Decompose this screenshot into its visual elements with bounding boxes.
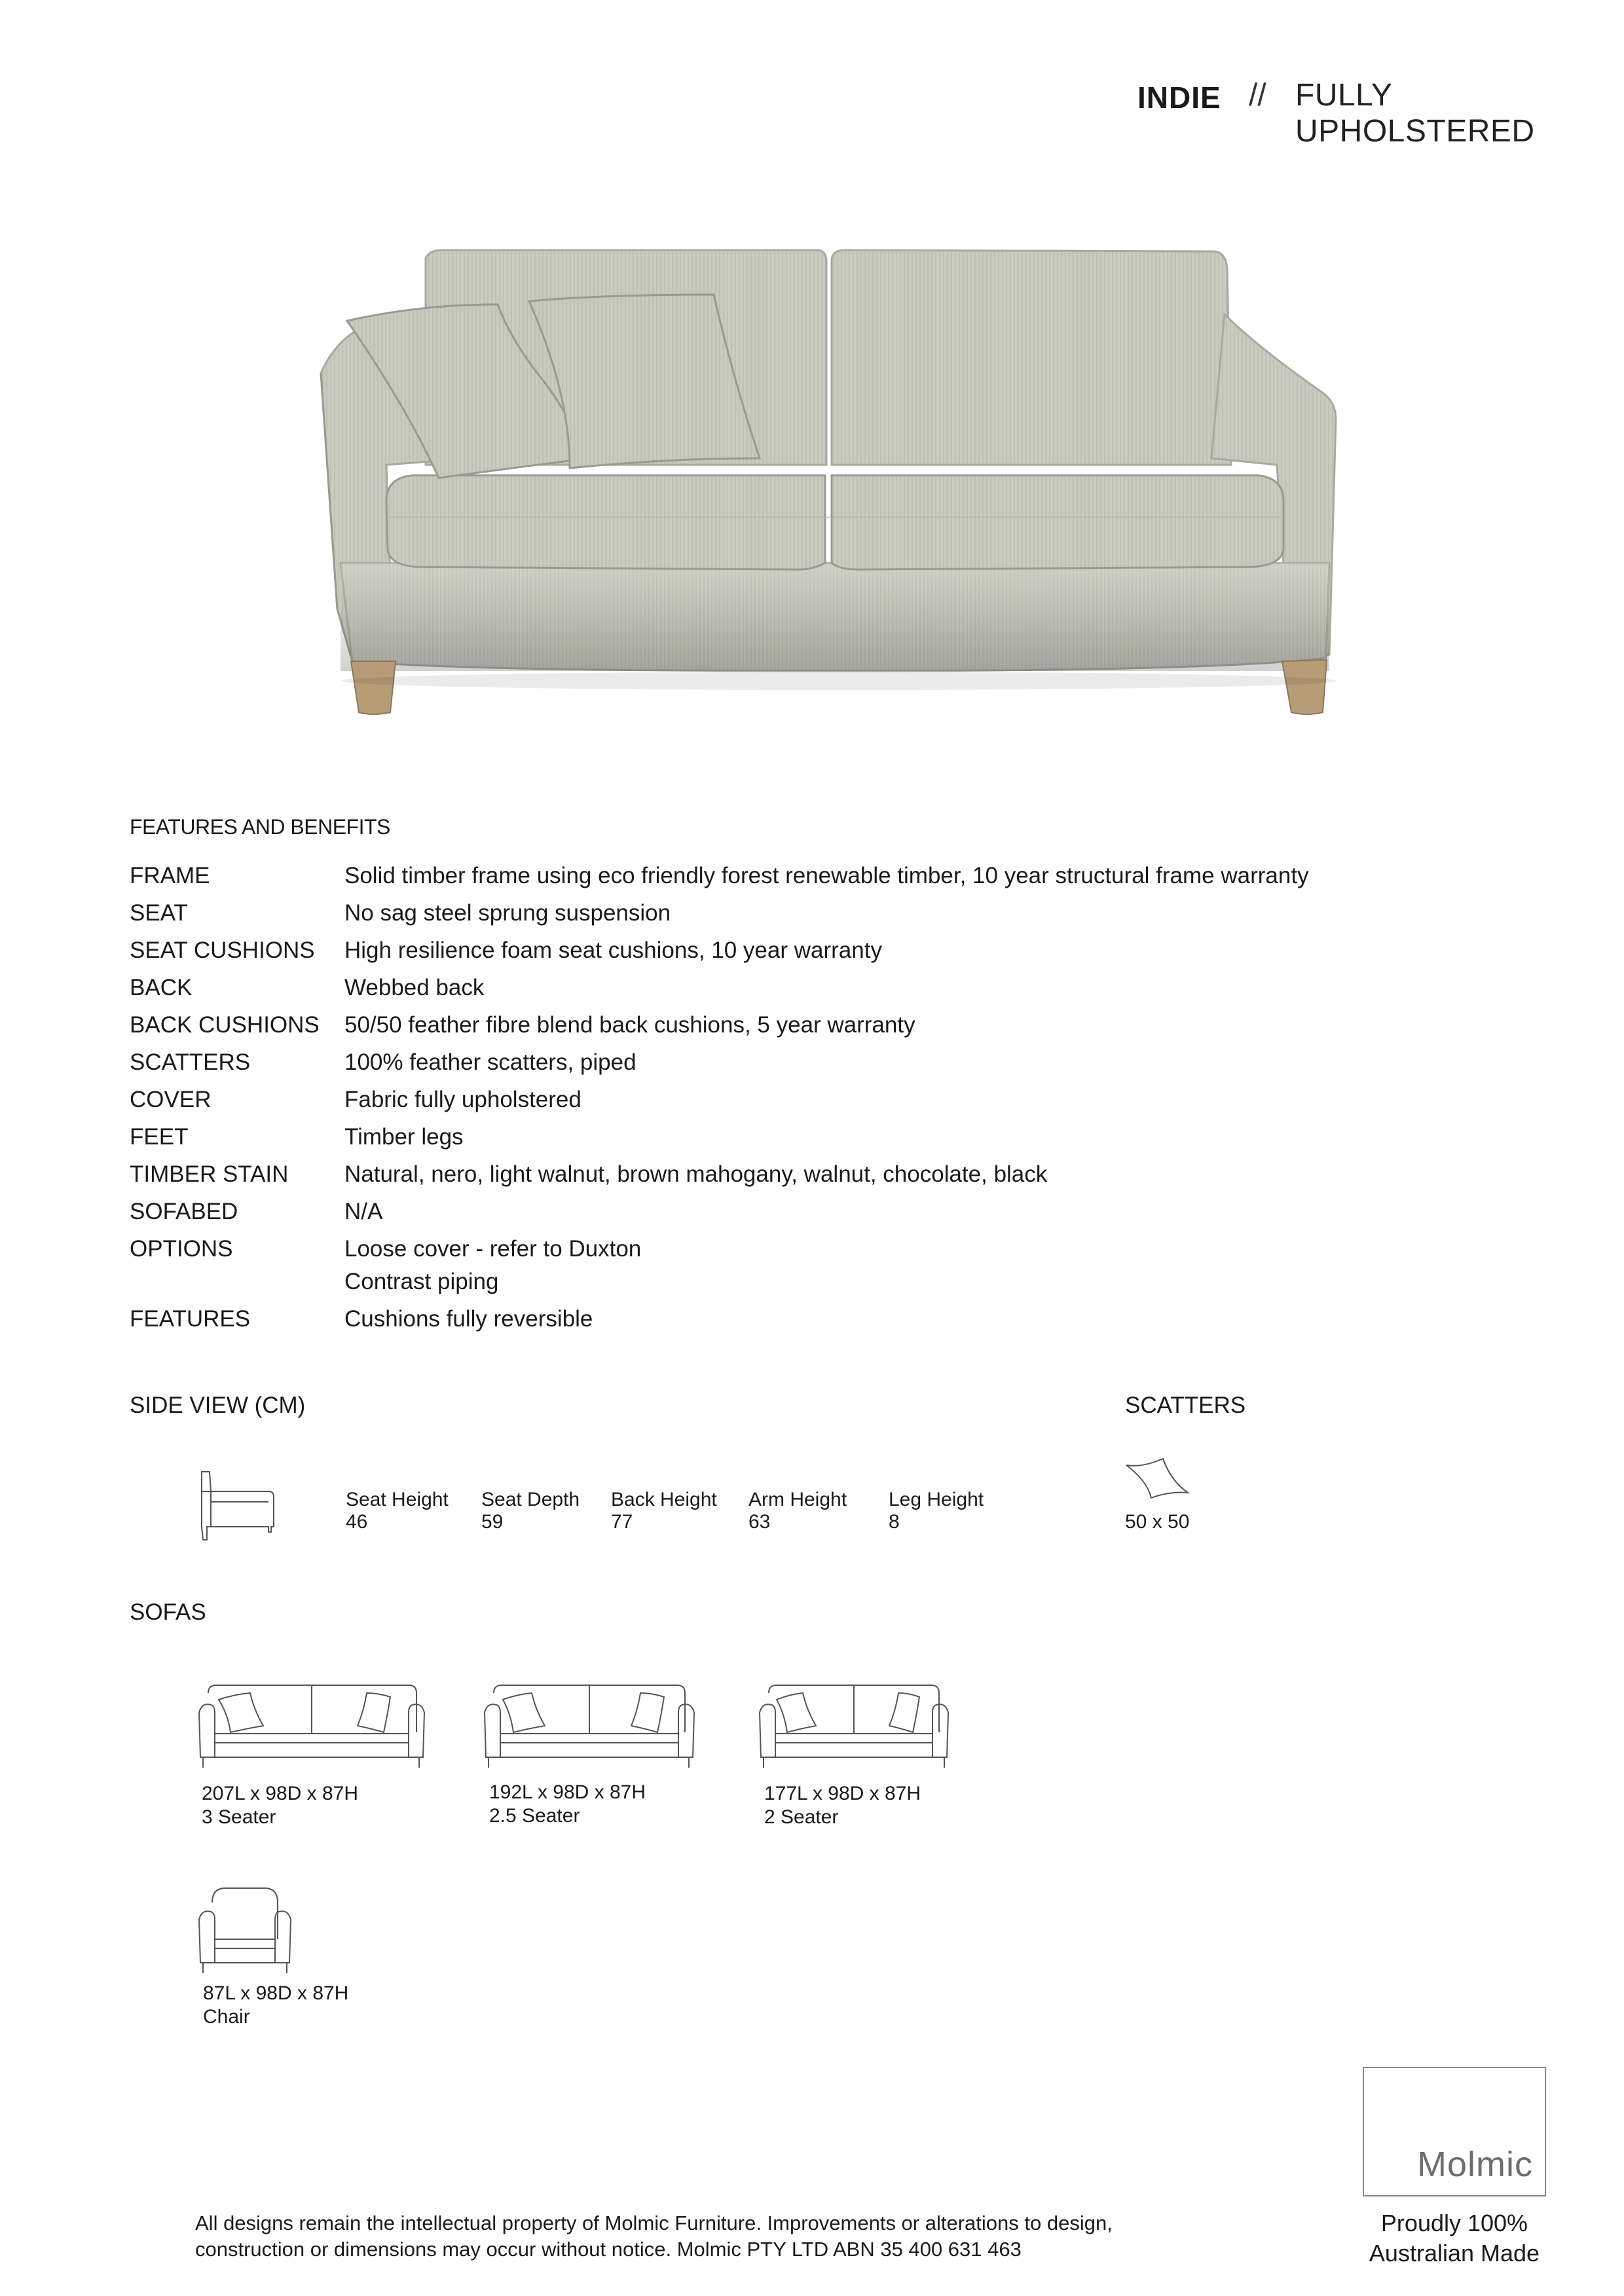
sofa-caption: 192L x 98D x 87H 2.5 Seater [489,1781,646,1827]
sofa-caption: 177L x 98D x 87H 2 Seater [764,1783,921,1828]
feature-value: High resilience foam seat cushions, 10 year warranty [344,938,882,963]
product-line: FULLY UPHOLSTERED [1295,78,1535,149]
product-name: INDIE [1137,81,1221,115]
feature-row [130,1199,1374,1225]
side-view-title: SIDE VIEW (CM) [130,1393,306,1418]
side-view-sofa-icon [195,1467,278,1545]
sofa-caption: 207L x 98D x 87H 3 Seater [202,1783,359,1828]
scatters-title: SCATTERS [1125,1393,1246,1418]
feature-label: FEATURES [130,1306,251,1332]
feature-label: OPTIONS [130,1236,233,1262]
feature-value: Loose cover - refer to Duxton Contrast piping [344,1236,642,1294]
header-separator: // [1249,78,1266,113]
feature-label: FEET [130,1124,189,1150]
feature-value: No sag steel sprung suspension [344,900,671,926]
sofa-caption: 87L x 98D x 87H Chair [203,1982,349,2028]
feature-label: SCATTERS [130,1049,251,1075]
scatter-size: 50 x 50 [1125,1511,1190,1533]
scatter-cushion-icon [1122,1455,1190,1502]
features-table [130,863,1374,1343]
tagline: Proudly 100% Australian Made [1369,2210,1540,2267]
dimension-item: Leg Height 8 [889,1489,984,1533]
feature-row [130,1306,1374,1332]
feature-row [130,938,1374,964]
feature-value: Solid timber frame using eco friendly forest renewable timber, 10 year structural frame warranty [344,863,1309,888]
footer-disclaimer: All designs remain the intellectual property of Molmic Furniture. Improvements or alterations to design, construction or dimensions may occur without notice. Molmic PTY LTD ABN 35 400 631 463 [195,2212,1113,2261]
feature-value: N/A [344,1199,383,1224]
feature-label: FRAME [130,863,210,888]
logo-wordmark: Molmic [1417,2145,1533,2184]
sofa-3-seater-drawing [195,1673,428,1773]
sofa-2-5-seater-drawing [481,1673,698,1773]
dimension-item: Back Height 77 [611,1489,717,1533]
feature-value: Fabric fully upholstered [344,1087,581,1112]
chair-drawing [195,1879,295,1978]
feature-row [130,863,1374,889]
feature-value: Cushions fully reversible [344,1306,593,1332]
dimension-item: Seat Height 46 [346,1489,449,1533]
feature-row [130,1236,1374,1295]
feature-row [130,1124,1374,1150]
feature-label: BACK [130,975,193,1000]
sofas-title: SOFAS [130,1599,206,1625]
dimension-item: Seat Depth 59 [481,1489,580,1533]
feature-row [130,1087,1374,1113]
feature-value: Natural, nero, light walnut, brown mahogany, walnut, chocolate, black [344,1161,1048,1187]
feature-row [130,975,1374,1001]
feature-value: Timber legs [344,1124,464,1150]
molmic-logo [1363,2067,1546,2196]
feature-label: SEAT CUSHIONS [130,938,315,963]
sofa-product-photo [301,242,1362,740]
feature-row [130,1049,1374,1076]
feature-label: COVER [130,1087,212,1112]
feature-value: 100% feather scatters, piped [344,1049,637,1075]
features-heading: FEATURES AND BENEFITS [130,815,390,839]
feature-value: 50/50 feather fibre blend back cushions, 5 year warranty [344,1012,915,1038]
dimension-item: Arm Height 63 [748,1489,847,1533]
feature-row [130,900,1374,926]
feature-label: SOFABED [130,1199,238,1224]
feature-label: BACK CUSHIONS [130,1012,320,1038]
feature-label: SEAT [130,900,188,926]
feature-row [130,1161,1374,1188]
feature-value: Webbed back [344,975,485,1000]
sofa-2-seater-drawing [756,1673,952,1773]
feature-label: TIMBER STAIN [130,1161,289,1187]
feature-row [130,1012,1374,1038]
